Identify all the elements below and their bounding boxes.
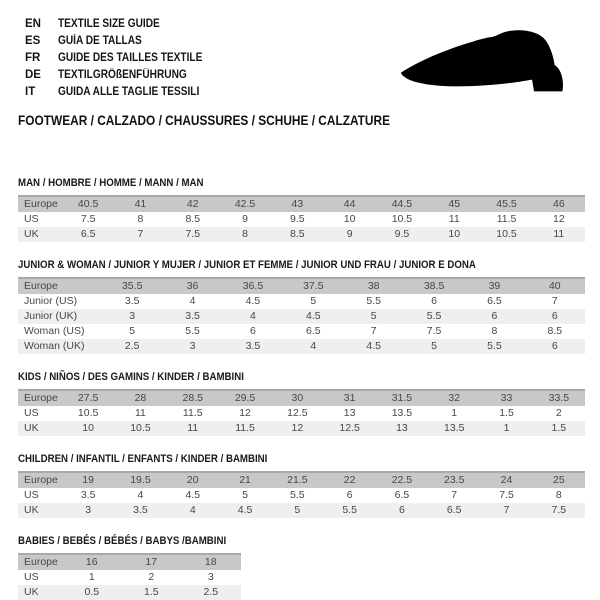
- size-cell: 4: [114, 488, 166, 503]
- size-cell: 1.5: [480, 406, 532, 421]
- size-cell: 5.5: [323, 503, 375, 518]
- table-row: [18, 406, 585, 421]
- size-cell: 22.5: [376, 472, 428, 488]
- size-tables: [18, 177, 585, 600]
- table-row: [18, 390, 585, 406]
- table-row: [18, 339, 585, 354]
- size-cell: 16: [62, 554, 122, 570]
- size-cell: 10.5: [480, 227, 532, 242]
- row-label: Woman (US): [18, 324, 102, 339]
- size-cell: 5: [271, 503, 323, 518]
- size-cell: 0.5: [62, 585, 122, 600]
- size-cell: 11.5: [167, 406, 219, 421]
- size-cell: 6: [376, 503, 428, 518]
- size-cell: 6.5: [428, 503, 480, 518]
- size-cell: 42.5: [219, 196, 271, 212]
- size-cell: 7.5: [404, 324, 464, 339]
- table-row: [18, 472, 585, 488]
- row-label: Woman (UK): [18, 339, 102, 354]
- table-row: [18, 196, 585, 212]
- row-label: Junior (US): [18, 294, 102, 309]
- table-row: [18, 278, 585, 294]
- size-cell: 10: [428, 227, 480, 242]
- row-label: Europe: [18, 390, 62, 406]
- size-cell: 6.5: [464, 294, 524, 309]
- size-cell: 5: [102, 324, 162, 339]
- size-cell: 41: [114, 196, 166, 212]
- size-cell: 30: [271, 390, 323, 406]
- size-cell: 3: [181, 570, 241, 585]
- size-cell: 9.5: [376, 227, 428, 242]
- size-cell: 3: [162, 339, 222, 354]
- language-code: IT: [25, 85, 36, 98]
- size-cell: 3.5: [114, 503, 166, 518]
- size-cell: 4.5: [223, 294, 283, 309]
- size-cell: 33: [480, 390, 532, 406]
- size-cell: 1: [62, 570, 122, 585]
- size-cell: 1: [480, 421, 532, 436]
- section-title: JUNIOR & WOMAN / JUNIOR Y MUJER / JUNIOR ET FEMME / JUNIOR UND FRAU / JUNIOR E DONA: [18, 259, 476, 271]
- table-row: [18, 585, 241, 600]
- size-cell: 4.5: [344, 339, 404, 354]
- size-cell: 40.5: [62, 196, 114, 212]
- size-cell: 24: [480, 472, 532, 488]
- size-cell: 11.5: [219, 421, 271, 436]
- size-cell: 6: [404, 294, 464, 309]
- size-cell: 6: [525, 309, 585, 324]
- row-label: US: [18, 212, 62, 227]
- size-cell: 9.5: [271, 212, 323, 227]
- size-cell: 5: [283, 294, 343, 309]
- table-row: [18, 212, 585, 227]
- size-cell: 10.5: [114, 421, 166, 436]
- row-label: UK: [18, 585, 62, 600]
- size-cell: 5.5: [344, 294, 404, 309]
- size-cell: 29.5: [219, 390, 271, 406]
- size-cell: 7: [480, 503, 532, 518]
- language-code: DE: [25, 68, 41, 81]
- size-cell: 8.5: [525, 324, 585, 339]
- size-cell: 3.5: [223, 339, 283, 354]
- size-cell: 11.5: [480, 212, 532, 227]
- size-cell: 11: [114, 406, 166, 421]
- size-cell: 39: [464, 278, 524, 294]
- table-row: [18, 309, 585, 324]
- size-cell: 5.5: [464, 339, 524, 354]
- size-cell: 2.5: [181, 585, 241, 600]
- size-cell: 45: [428, 196, 480, 212]
- language-guide-title: TEXTILGRÖßENFÜHRUNG: [58, 68, 187, 81]
- size-cell: 10.5: [62, 406, 114, 421]
- size-cell: 37.5: [283, 278, 343, 294]
- size-table: [18, 195, 585, 242]
- size-cell: 5: [404, 339, 464, 354]
- size-cell: 7.5: [167, 227, 219, 242]
- size-guide-section: [18, 535, 585, 600]
- size-cell: 12.5: [271, 406, 323, 421]
- size-cell: 4: [283, 339, 343, 354]
- size-cell: 19.5: [114, 472, 166, 488]
- size-cell: 5: [219, 488, 271, 503]
- size-cell: 8.5: [271, 227, 323, 242]
- size-table: [18, 277, 585, 354]
- size-cell: 7.5: [62, 212, 114, 227]
- size-cell: 8.5: [167, 212, 219, 227]
- size-cell: 4.5: [219, 503, 271, 518]
- size-cell: 13.5: [428, 421, 480, 436]
- size-cell: 1: [428, 406, 480, 421]
- size-cell: 5.5: [162, 324, 222, 339]
- size-cell: 8: [464, 324, 524, 339]
- size-cell: 1.5: [533, 421, 585, 436]
- size-cell: 19: [62, 472, 114, 488]
- size-cell: 7: [344, 324, 404, 339]
- size-cell: 6: [223, 324, 283, 339]
- section-title: CHILDREN / INFANTIL / ENFANTS / KINDER / BAMBINI: [18, 453, 268, 465]
- size-cell: 8: [219, 227, 271, 242]
- shoe-icon: [395, 28, 581, 98]
- size-cell: 21.5: [271, 472, 323, 488]
- row-label: UK: [18, 503, 62, 518]
- row-label: Europe: [18, 196, 62, 212]
- size-guide-section: [18, 177, 585, 242]
- size-cell: 13: [376, 421, 428, 436]
- size-cell: 13: [323, 406, 375, 421]
- size-cell: 20: [167, 472, 219, 488]
- size-cell: 10: [62, 421, 114, 436]
- language-guide-title: TEXTILE SIZE GUIDE: [58, 17, 160, 30]
- row-label: US: [18, 488, 62, 503]
- row-label: Europe: [18, 472, 62, 488]
- table-row: [18, 503, 585, 518]
- row-label: UK: [18, 227, 62, 242]
- size-cell: 28.5: [167, 390, 219, 406]
- category-line: [18, 113, 585, 128]
- size-cell: 7: [525, 294, 585, 309]
- table-row: [18, 294, 585, 309]
- size-cell: 17: [122, 554, 182, 570]
- row-label: UK: [18, 421, 62, 436]
- size-cell: 25: [533, 472, 585, 488]
- size-cell: 10: [323, 212, 375, 227]
- size-cell: 40: [525, 278, 585, 294]
- size-cell: 42: [167, 196, 219, 212]
- size-table: [18, 389, 585, 436]
- size-cell: 7.5: [533, 503, 585, 518]
- size-cell: 3.5: [162, 309, 222, 324]
- size-cell: 44: [323, 196, 375, 212]
- section-title: KIDS / NIÑOS / DES GAMINS / KINDER / BAMBINI: [18, 371, 244, 383]
- size-cell: 8: [533, 488, 585, 503]
- size-cell: 7: [428, 488, 480, 503]
- size-cell: 11: [167, 421, 219, 436]
- row-label: Junior (UK): [18, 309, 102, 324]
- table-row: [18, 421, 585, 436]
- row-label: Europe: [18, 554, 62, 570]
- size-cell: 6.5: [376, 488, 428, 503]
- size-cell: 45.5: [480, 196, 532, 212]
- table-row: [18, 324, 585, 339]
- size-cell: 3: [62, 503, 114, 518]
- size-cell: 2.5: [102, 339, 162, 354]
- size-cell: 38.5: [404, 278, 464, 294]
- size-cell: 18: [181, 554, 241, 570]
- size-cell: 6.5: [62, 227, 114, 242]
- size-cell: 6: [323, 488, 375, 503]
- size-cell: 12: [533, 212, 585, 227]
- size-table: [18, 471, 585, 518]
- size-cell: 28: [114, 390, 166, 406]
- size-cell: 3.5: [102, 294, 162, 309]
- size-cell: 38: [344, 278, 404, 294]
- size-cell: 6.5: [283, 324, 343, 339]
- language-code: ES: [25, 34, 41, 47]
- language-code: FR: [25, 51, 41, 64]
- size-cell: 8: [114, 212, 166, 227]
- size-cell: 3: [102, 309, 162, 324]
- category-line-text: FOOTWEAR / CALZADO / CHAUSSURES / SCHUHE / CALZATURE: [18, 113, 391, 128]
- size-cell: 4.5: [283, 309, 343, 324]
- size-cell: 22: [323, 472, 375, 488]
- size-cell: 4: [223, 309, 283, 324]
- size-cell: 5.5: [271, 488, 323, 503]
- row-label: Europe: [18, 278, 102, 294]
- size-cell: 21: [219, 472, 271, 488]
- size-cell: 6: [464, 309, 524, 324]
- size-cell: 31: [323, 390, 375, 406]
- size-cell: 2: [533, 406, 585, 421]
- size-cell: 11: [533, 227, 585, 242]
- size-cell: 36: [162, 278, 222, 294]
- size-cell: 4: [162, 294, 222, 309]
- size-cell: 27.5: [62, 390, 114, 406]
- size-table: [18, 553, 241, 600]
- language-guide-title: GUÍA DE TALLAS: [58, 34, 142, 47]
- size-cell: 13.5: [376, 406, 428, 421]
- size-cell: 11: [428, 212, 480, 227]
- size-cell: 5: [344, 309, 404, 324]
- section-title: MAN / HOMBRE / HOMME / MANN / MAN: [18, 177, 204, 189]
- size-cell: 10.5: [376, 212, 428, 227]
- size-cell: 6: [525, 339, 585, 354]
- section-title: BABIES / BEBÉS / BÉBÉS / BABYS /BAMBINI: [18, 535, 227, 547]
- size-cell: 36.5: [223, 278, 283, 294]
- size-cell: 35.5: [102, 278, 162, 294]
- size-cell: 3.5: [62, 488, 114, 503]
- language-guide-title: GUIDA ALLE TAGLIE TESSILI: [58, 85, 200, 98]
- size-cell: 43: [271, 196, 323, 212]
- size-cell: 7: [114, 227, 166, 242]
- size-guide-section: [18, 453, 585, 518]
- table-row: [18, 488, 585, 503]
- size-cell: 12: [271, 421, 323, 436]
- size-cell: 12.5: [323, 421, 375, 436]
- size-cell: 32: [428, 390, 480, 406]
- size-cell: 1.5: [122, 585, 182, 600]
- size-cell: 33.5: [533, 390, 585, 406]
- size-cell: 4.5: [167, 488, 219, 503]
- size-cell: 23.5: [428, 472, 480, 488]
- size-cell: 9: [219, 212, 271, 227]
- size-cell: 4: [167, 503, 219, 518]
- table-row: [18, 554, 241, 570]
- row-label: US: [18, 406, 62, 421]
- language-guide-title: GUIDE DES TAILLES TEXTILE: [58, 51, 203, 64]
- size-cell: 12: [219, 406, 271, 421]
- size-cell: 31.5: [376, 390, 428, 406]
- table-row: [18, 570, 241, 585]
- size-cell: 7.5: [480, 488, 532, 503]
- size-cell: 44.5: [376, 196, 428, 212]
- row-label: US: [18, 570, 62, 585]
- size-guide-section: [18, 259, 585, 354]
- table-row: [18, 227, 585, 242]
- size-cell: 9: [323, 227, 375, 242]
- size-cell: 46: [533, 196, 585, 212]
- size-guide-section: [18, 371, 585, 436]
- size-cell: 5.5: [404, 309, 464, 324]
- language-code: EN: [25, 17, 41, 30]
- size-cell: 2: [122, 570, 182, 585]
